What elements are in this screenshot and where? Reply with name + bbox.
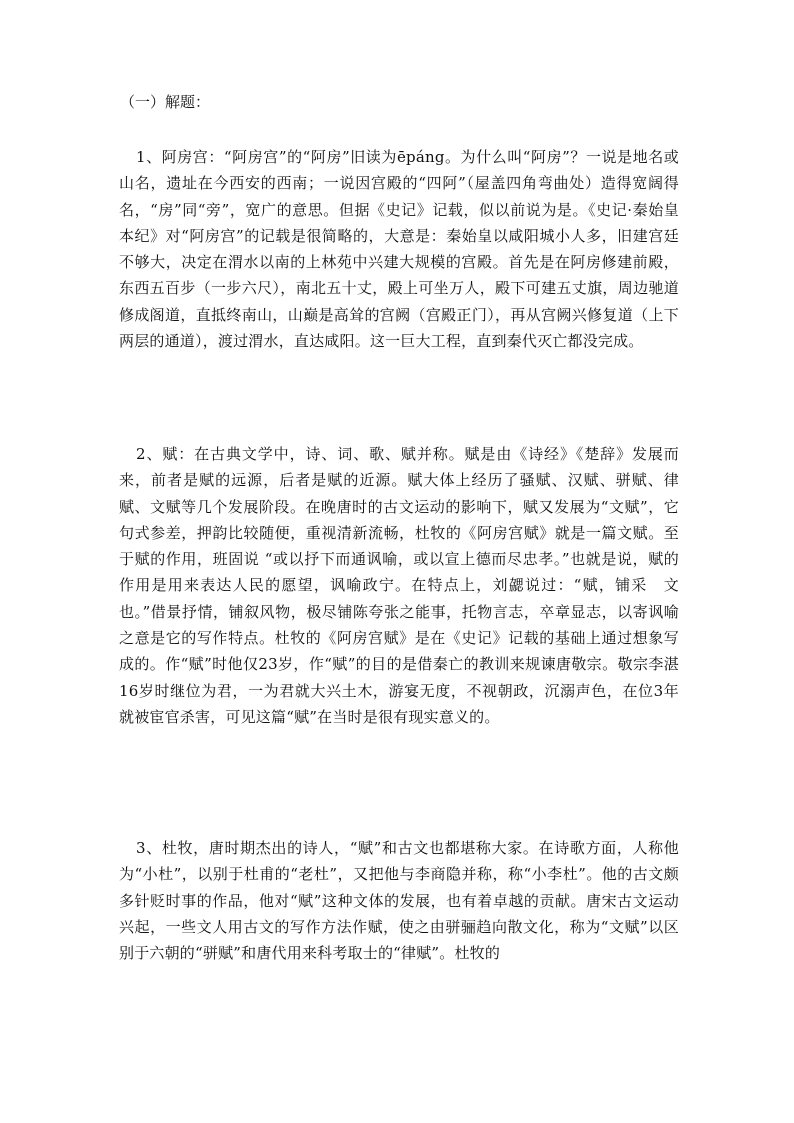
paragraph-fu-genre: 2、赋：在古典文学中，诗、词、歌、赋并称。赋是由《诗经》《楚辞》发展而来，前者是赋的远源，后者是赋的近源。赋大体上经历了骚赋、汉赋、骈赋、律赋、文赋等几个发展阶段。在晚唐时的古文运动的影响下，赋又发展为“文赋”，它句式参差，押韵比较随便，重视清新流畅，杜牧的《阿房宫赋》就是一篇文赋。至于赋的作用，班固说 “或以抒下而通讽喻，或以宣上德而尽忠孝。”也就是说，赋的作用是用来表达人民的愿望，讽喻政宁。在特点上，刘勰说过：“赋，铺采 文也。”借景抒情，铺叙风物，极尽铺陈夸张之能事，托物言志，卒章显志，以寄讽喻之意是它的写作特点。杜牧的《阿房宫赋》是在《史记》记载的基础上通过想象写成的。作“赋”时他仅23岁，作“赋”的目的是借秦亡的教训来规谏唐敬宗。敬宗李湛16岁时继位为君，一为君就大兴土木，游宴无度，不视朝政，沉溺声色，在位3年就被宦官杀害，可见这篇“赋”在当时是很有现实意义的。 <box>119 445 679 726</box>
paragraph-epang-palace: 1、阿房宫：“阿房宫”的“阿房”旧读为ēpáng。为什么叫“阿房”？一说是地名或山名，遗址在今西安的西南；一说因宫殿的“四阿”（屋盖四角弯曲处）造得宽阔得名，“房”同“旁”，宽广的意思。但据《史记》记载，似以前说为是。《史记·秦始皇本纪》对“阿房宫”的记载是很简略的，大意是：秦始皇以咸阳城小人多，旧建宫廷不够大，决定在渭水以南的上林苑中兴建大规模的宫殿。首先是在阿房修建前殿，东西五百步（一步六尺），南北五十丈，殿上可坐万人，殿下可建五丈旗，周边驰道修成阁道，直抵终南山，山巅是高耸的宫阙（宫殿正门），再从宫阙兴修复道（上下两层的通道），渡过渭水，直达咸阳。这一巨大工程，直到秦代灭亡都没完成。 <box>119 148 679 351</box>
section-heading: （一）解题： <box>120 93 211 111</box>
paragraph-du-mu: 3、杜牧，唐时期杰出的诗人，“赋”和古文也都堪称大家。在诗歌方面，人称他为“小杜”，以别于杜甫的“老杜”，又把他与李商隐并称，称“小李杜”。他的古文颇多针贬时事的作品，他对“赋”这种文体的发展，也有着卓越的贡献。唐宋古文运动兴起，一些文人用古文的写作方法作赋，使之由骈骊趋向散文化，称为“文赋”以区别于六朝的“骈赋”和唐代用来科考取士的“律赋”。杜牧的 <box>119 839 679 963</box>
